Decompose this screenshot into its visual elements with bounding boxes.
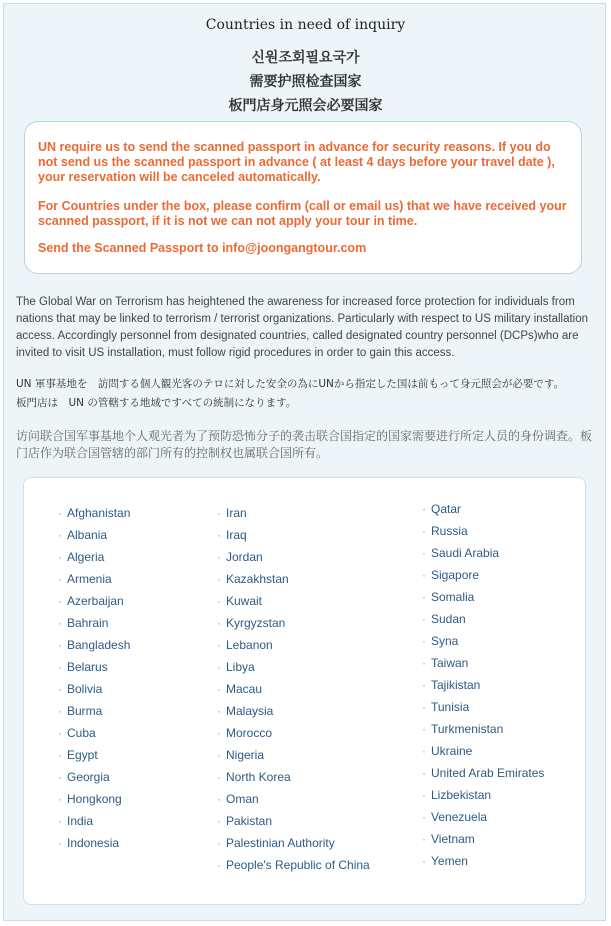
page-title: Countries in need of inquiry: [205, 17, 406, 33]
subtitle-chinese: 需要护照检查国家: [249, 74, 362, 90]
subtitle-japanese: 板門店身元照会必要国家: [228, 98, 383, 114]
country-item: · Jordan: [217, 550, 370, 572]
country-item: · Azerbaijan: [58, 594, 130, 616]
country-item: · Burma: [58, 704, 130, 726]
country-item: · Turkmenistan: [422, 722, 544, 744]
country-item: · Libya: [217, 660, 370, 682]
notice-email-instruction: Send the Scanned Passport to info@joongangtour.com: [38, 241, 367, 255]
country-item: · Kuwait: [217, 594, 370, 616]
country-item: · Morocco: [217, 726, 370, 748]
country-item: · Iran: [217, 506, 370, 528]
country-item: · Sigapore: [422, 568, 544, 590]
country-item: · Kyrgyzstan: [217, 616, 370, 638]
country-item: · Saudi Arabia: [422, 546, 544, 568]
subtitle-korean: 신원조회필요국가: [251, 50, 360, 66]
country-item: · Georgia: [58, 770, 130, 792]
country-item: · Venezuela: [422, 810, 544, 832]
country-column-1: [58, 506, 130, 858]
country-item: · Yemen: [422, 854, 544, 876]
country-item: · Oman: [217, 792, 370, 814]
country-item: · Malaysia: [217, 704, 370, 726]
country-item: · Hongkong: [58, 792, 130, 814]
country-column-3: [422, 502, 544, 876]
country-item: · Egypt: [58, 748, 130, 770]
country-item: · Bahrain: [58, 616, 130, 638]
country-item: · Vietnam: [422, 832, 544, 854]
country-item: · Pakistan: [217, 814, 370, 836]
country-item: · Algeria: [58, 550, 130, 572]
country-item: · Tunisia: [422, 700, 544, 722]
country-item: · Afghanistan: [58, 506, 130, 528]
country-item: · Indonesia: [58, 836, 130, 858]
country-item: · Albania: [58, 528, 130, 550]
country-item: · Macau: [217, 682, 370, 704]
country-item: · People's Republic of China: [217, 858, 370, 880]
japanese-explanation-line2: 板門店は UN の管轄する地域ですべての統制になります。: [16, 397, 297, 409]
notice-confirm-receipt: For Countries under the box, please confirm (call or email us) that we have received your scanned passport, if it is not we can not apply your tour in time.: [38, 199, 567, 228]
country-item: · Palestinian Authority: [217, 836, 370, 858]
country-item: · Kazakhstan: [217, 572, 370, 594]
country-item: · Iraq: [217, 528, 370, 550]
country-item: · North Korea: [217, 770, 370, 792]
country-item: · Somalia: [422, 590, 544, 612]
country-item: · Belarus: [58, 660, 130, 682]
country-item: · Syna: [422, 634, 544, 656]
country-column-2: [217, 506, 370, 880]
country-list-box: [23, 477, 586, 905]
country-item: · Russia: [422, 524, 544, 546]
country-item: · Qatar: [422, 502, 544, 524]
country-item: · Bolivia: [58, 682, 130, 704]
country-item: · Sudan: [422, 612, 544, 634]
english-explanation: The Global War on Terrorism has heightened the awareness for increased force protection for individuals from nations that may be linked to terrorism / terrorist organizations. Particularly with respect to US military installation access. Accordingly personnel from designated countries, called designated country personnel (DCPs)who are invited to visit US installation, must follow rigid procedures in order to gain this access.: [16, 296, 589, 359]
notice-passport-requirement: UN require us to send the scanned passport in advance for security reasons. If you do not send us the scanned passport in advance ( at least 4 days before your travel date ), your reservation will be canceled automatically.: [38, 140, 555, 184]
country-item: · Nigeria: [217, 748, 370, 770]
notice-box: [24, 121, 582, 274]
country-item: · Lizbekistan: [422, 788, 544, 810]
country-item: · Taiwan: [422, 656, 544, 678]
country-item: · India: [58, 814, 130, 836]
country-item: · Lebanon: [217, 638, 370, 660]
country-item: · Bangladesh: [58, 638, 130, 660]
country-item: · Ukraine: [422, 744, 544, 766]
country-item: · United Arab Emirates: [422, 766, 544, 788]
japanese-explanation-line1: UN 軍事基地を 訪問する個人観光客のテロに対した安全の為にUNから指定した国は前もって身元照会が必要です。: [16, 378, 565, 390]
chinese-explanation: 访问联合国军事基地个人观光者为了预防恐怖分子的袭击联合国指定的国家需要进行所定人员的身份调查。板门店作为联合国管辖的部门所有的控制权也属联合国所有。: [16, 429, 593, 460]
country-item: · Cuba: [58, 726, 130, 748]
country-item: · Tajikistan: [422, 678, 544, 700]
country-item: · Armenia: [58, 572, 130, 594]
